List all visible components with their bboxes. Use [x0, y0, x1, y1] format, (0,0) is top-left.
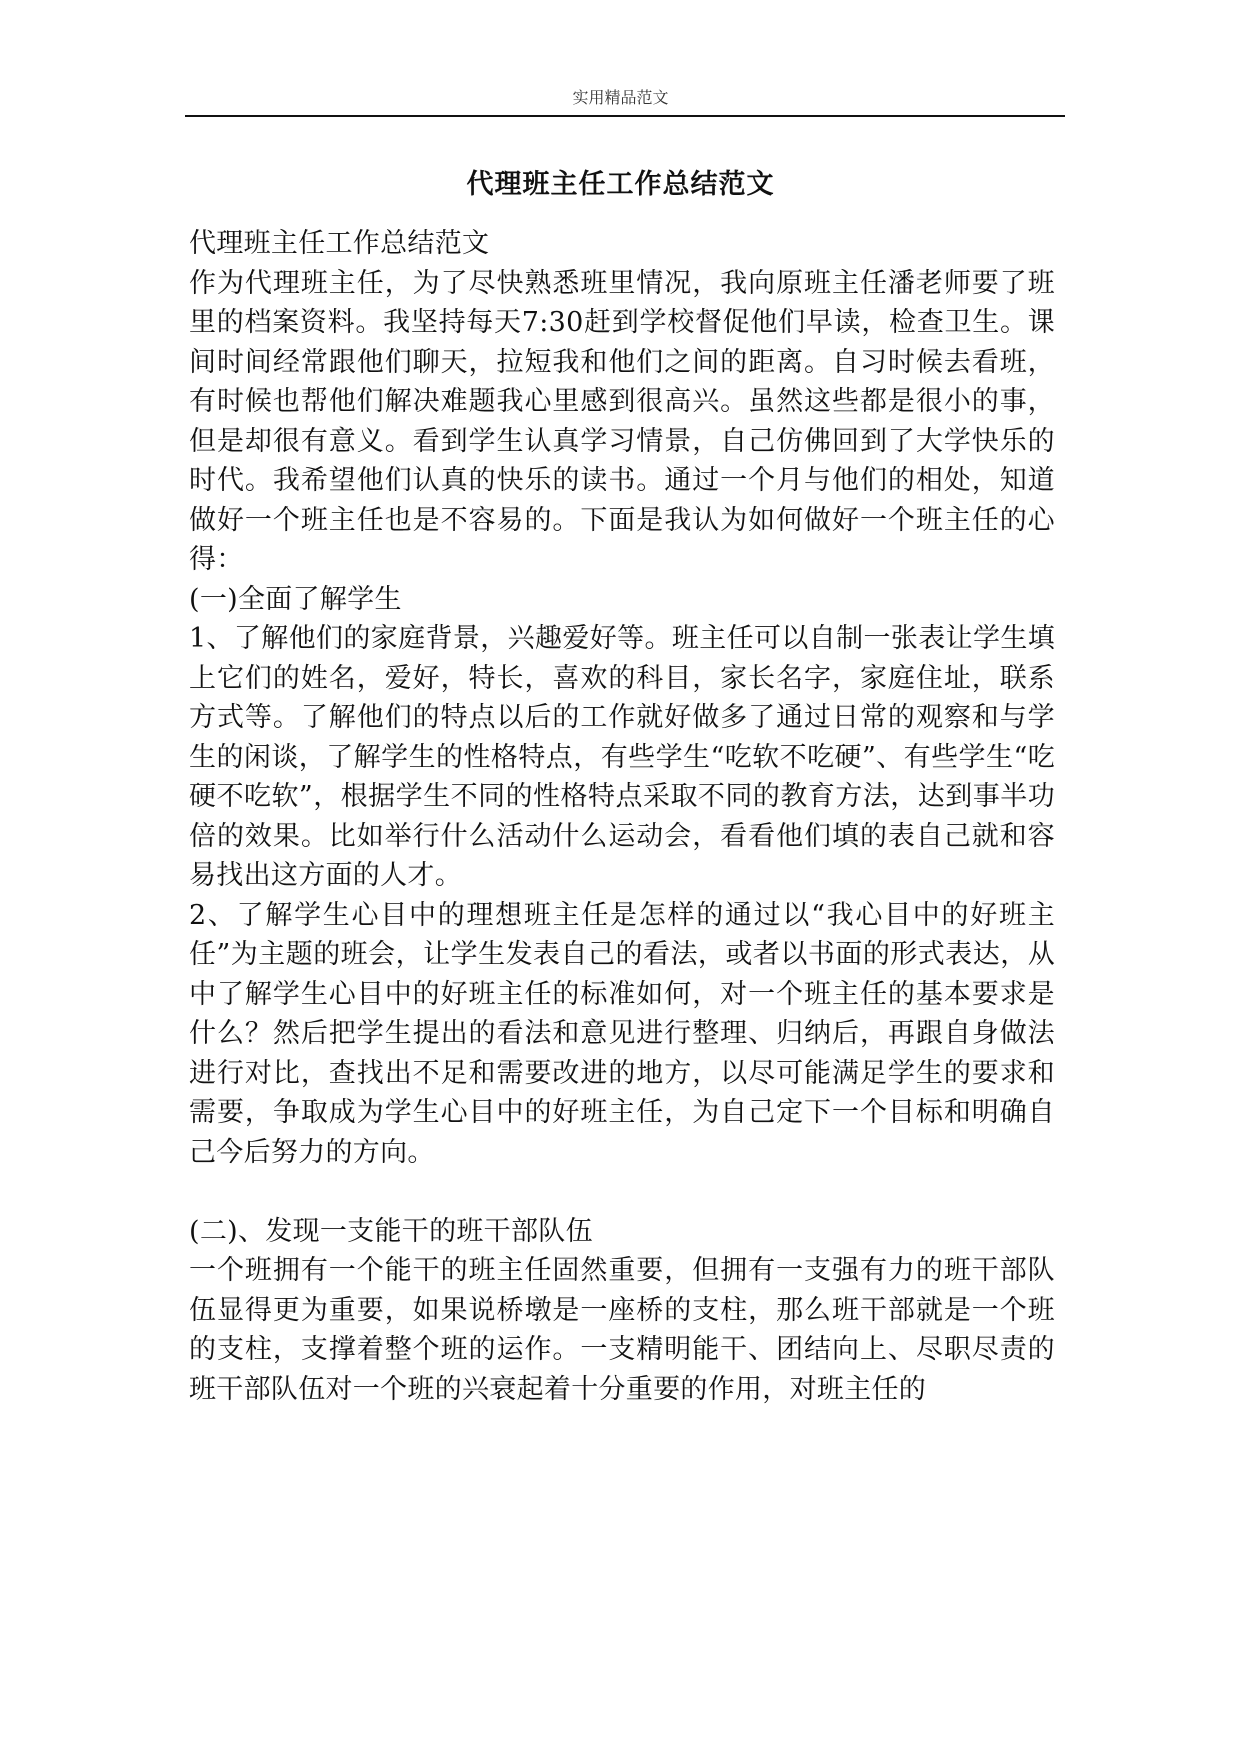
body-paragraph: 2、了解学生心目中的理想班主任是怎样的通过以“我心目中的好班主任”为主题的班会，让学生发表自己的看法，或者以书面的形式表达，从中了解学生心目中的好班主任的标准如何，对一个班主任的基本要求是什么？然后把学生提出的看法和意见进行整理、归纳后，再跟自身做法进行对比，查找出不足和需要改进的地方，以尽可能满足学生的要求和需要，争取成为学生心目中的好班主任，为自己定下一个目标和明确自己今后努力的方向。	[189, 899, 1055, 1168]
section-heading-2: (二)、发现一支能干的班干部队伍	[189, 1215, 593, 1247]
section-heading-1: (一)全面了解学生	[189, 583, 402, 615]
header-divider	[185, 115, 1065, 117]
subtitle-paragraph: 代理班主任工作总结范文	[189, 228, 490, 259]
document-body	[189, 224, 1055, 1409]
body-paragraph: 一个班拥有一个能干的班主任固然重要，但拥有一支强有力的班干部队伍显得更为重要，如果说桥墩是一座桥的支柱，那么班干部就是一个班的支柱，支撑着整个班的运作。一支精明能干、团结向上、尽职尽责的班干部队伍对一个班的兴衰起着十分重要的作用，对班主任的	[189, 1255, 1055, 1405]
intro-paragraph: 作为代理班主任，为了尽快熟悉班里情况，我向原班主任潘老师要了班里的档案资料。我坚持每天7:30赶到学校督促他们早读，检查卫生。课间时间经常跟他们聊天，拉短我和他们之间的距离。自习时候去看班，有时候也帮他们解决难题我心里感到很高兴。虽然这些都是很小的事，但是却很有意义。看到学生认真学习情景，自己仿佛回到了大学快乐的时代。我希望他们认真的快乐的读书。通过一个月与他们的相处，知道做好一个班主任也是不容易的。下面是我认为如何做好一个班主任的心得：	[189, 267, 1055, 575]
paragraph-spacer	[189, 1172, 1055, 1212]
body-paragraph: 1、了解他们的家庭背景，兴趣爱好等。班主任可以自制一张表让学生填上它们的姓名，爱好，特长，喜欢的科目，家长名字，家庭住址，联系方式等。了解他们的特点以后的工作就好做多了通过日常的观察和与学生的闲谈，了解学生的性格特点，有些学生“吃软不吃硬”、有些学生“吃硬不吃软”，根据学生不同的性格特点采取不同的教育方法，达到事半功倍的效果。比如举行什么活动什么运动会，看看他们填的表自己就和容易找出这方面的人才。	[189, 623, 1055, 891]
running-header: 实用精品范文	[572, 88, 669, 107]
document-title: 代理班主任工作总结范文	[466, 169, 775, 200]
